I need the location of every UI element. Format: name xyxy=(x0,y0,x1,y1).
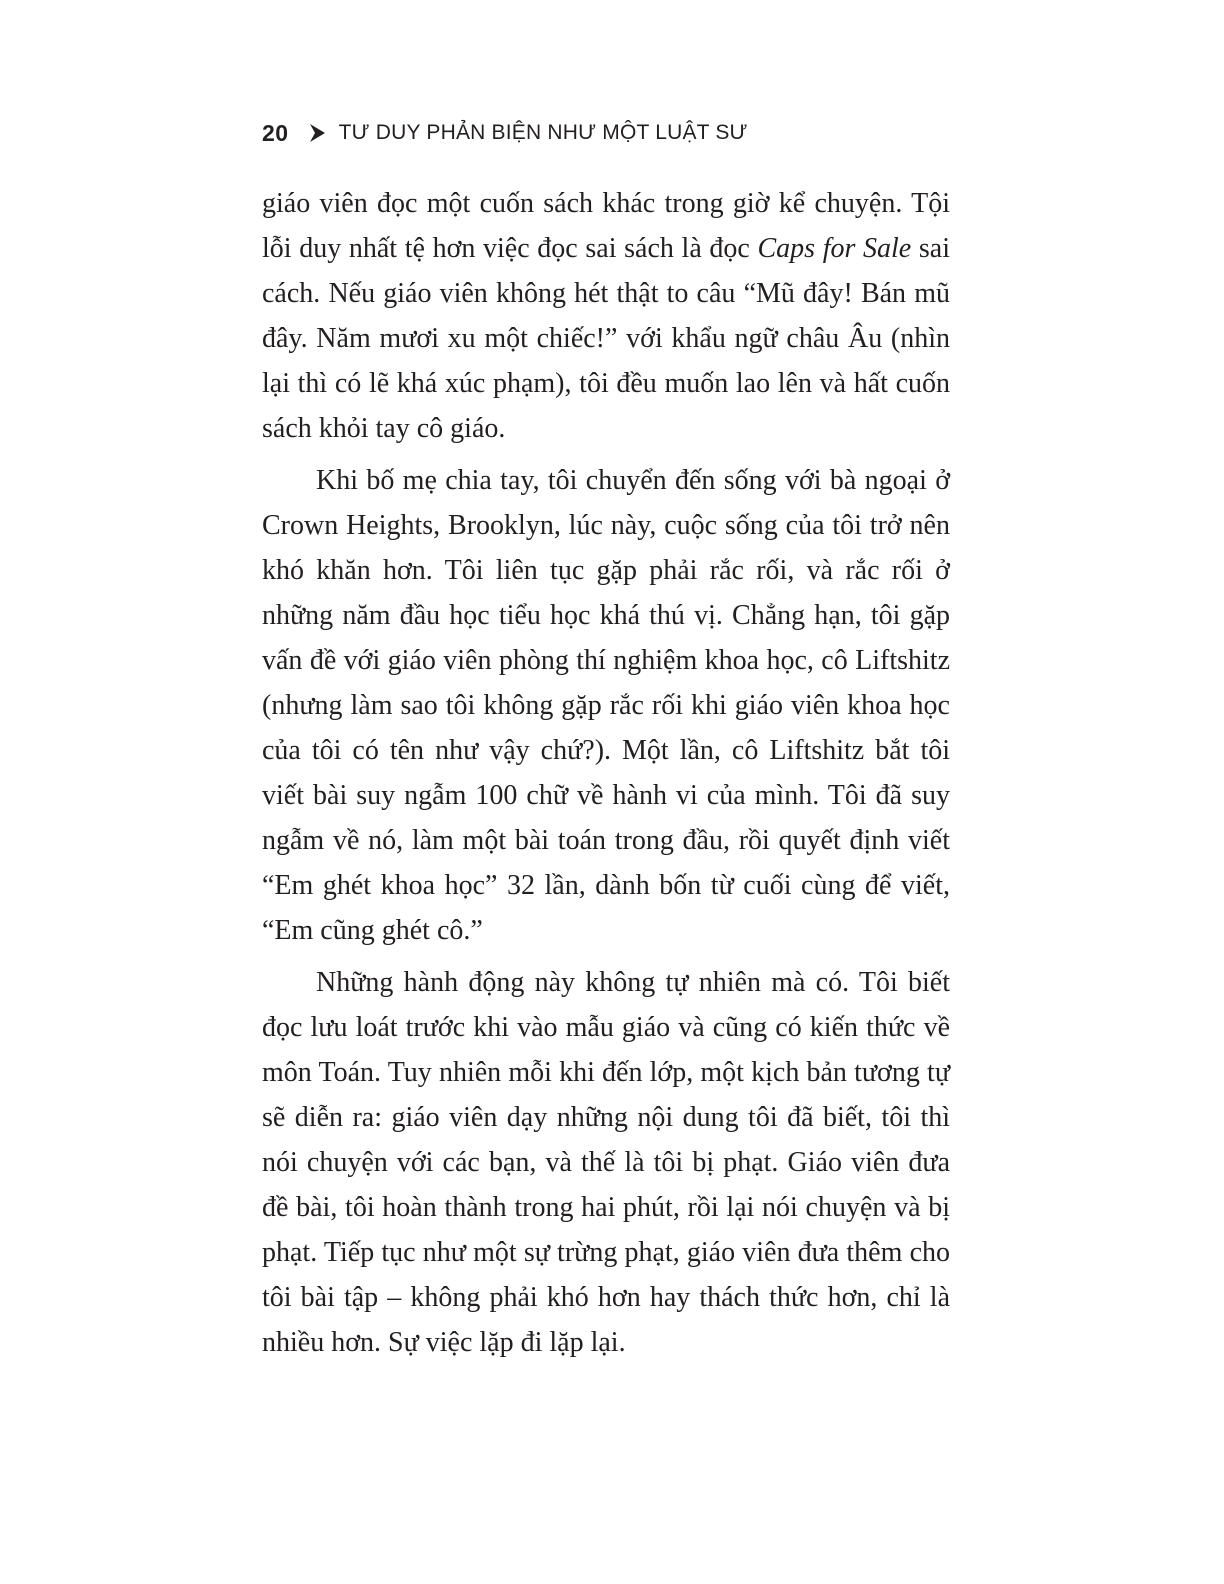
paragraph-1 xyxy=(262,181,950,451)
body-text xyxy=(262,181,950,1372)
paragraph-1-text-start: giáo viên đọc một cuốn sách khác trong giờ kể chuyện. Tội lỗi duy nhất tệ hơn việc đọc sai sách là đọc xyxy=(262,188,950,264)
chevron-right-icon xyxy=(309,124,325,142)
book-title-italic: Caps for Sale xyxy=(757,233,912,264)
paragraph-2: Khi bố mẹ chia tay, tôi chuyển đến sống với bà ngoại ở Crown Heights, Brooklyn, lúc này, cuộc sống của tôi trở nên khó khăn hơn. Tôi liên tục gặp phải rắc rối, và rắc rối ở những năm đầu học tiểu học khá thú vị. Chẳng hạn, tôi gặp vấn đề với giáo viên phòng thí nghiệm khoa học, cô Liftshitz (nhưng làm sao tôi không gặp rắc rối khi giáo viên khoa học của tôi có tên như vậy chứ?). Một lần, cô Liftshitz bắt tôi viết bài suy ngẫm 100 chữ về hành vi của mình. Tôi đã suy ngẫm về nó, làm một bài toán trong đầu, rồi quyết định viết “Em ghét khoa học” 32 lần, dành bốn từ cuối cùng để viết, “Em cũng ghét cô.” xyxy=(262,465,950,946)
running-header xyxy=(262,116,748,150)
paragraph-3: Những hành động này không tự nhiên mà có. Tôi biết đọc lưu loát trước khi vào mẫu giáo và cũng có kiến thức về môn Toán. Tuy nhiên mỗi khi đến lớp, một kịch bản tương tự sẽ diễn ra: giáo viên dạy những nội dung tôi đã biết, tôi thì nói chuyện với các bạn, và thế là tôi bị phạt. Giáo viên đưa đề bài, tôi hoàn thành trong hai phút, rồi lại nói chuyện và bị phạt. Tiếp tục như một sự trừng phạt, giáo viên đưa thêm cho tôi bài tập – không phải khó hơn hay thách thức hơn, chỉ là nhiều hơn. Sự việc lặp đi lặp lại. xyxy=(262,967,950,1358)
book-title: TƯ DUY PHẢN BIỆN NHƯ MỘT LUẬT SƯ xyxy=(338,121,748,144)
paragraph-1-text-end: sai cách. Nếu giáo viên không hét thật to câu “Mũ đây! Bán mũ đây. Năm mươi xu một chiếc!” với khẩu ngữ châu Âu (nhìn lại thì có lẽ khá xúc phạm), tôi đều muốn lao lên và hất cuốn sách khỏi tay cô giáo. xyxy=(262,233,950,444)
page-number: 20 xyxy=(262,119,289,146)
